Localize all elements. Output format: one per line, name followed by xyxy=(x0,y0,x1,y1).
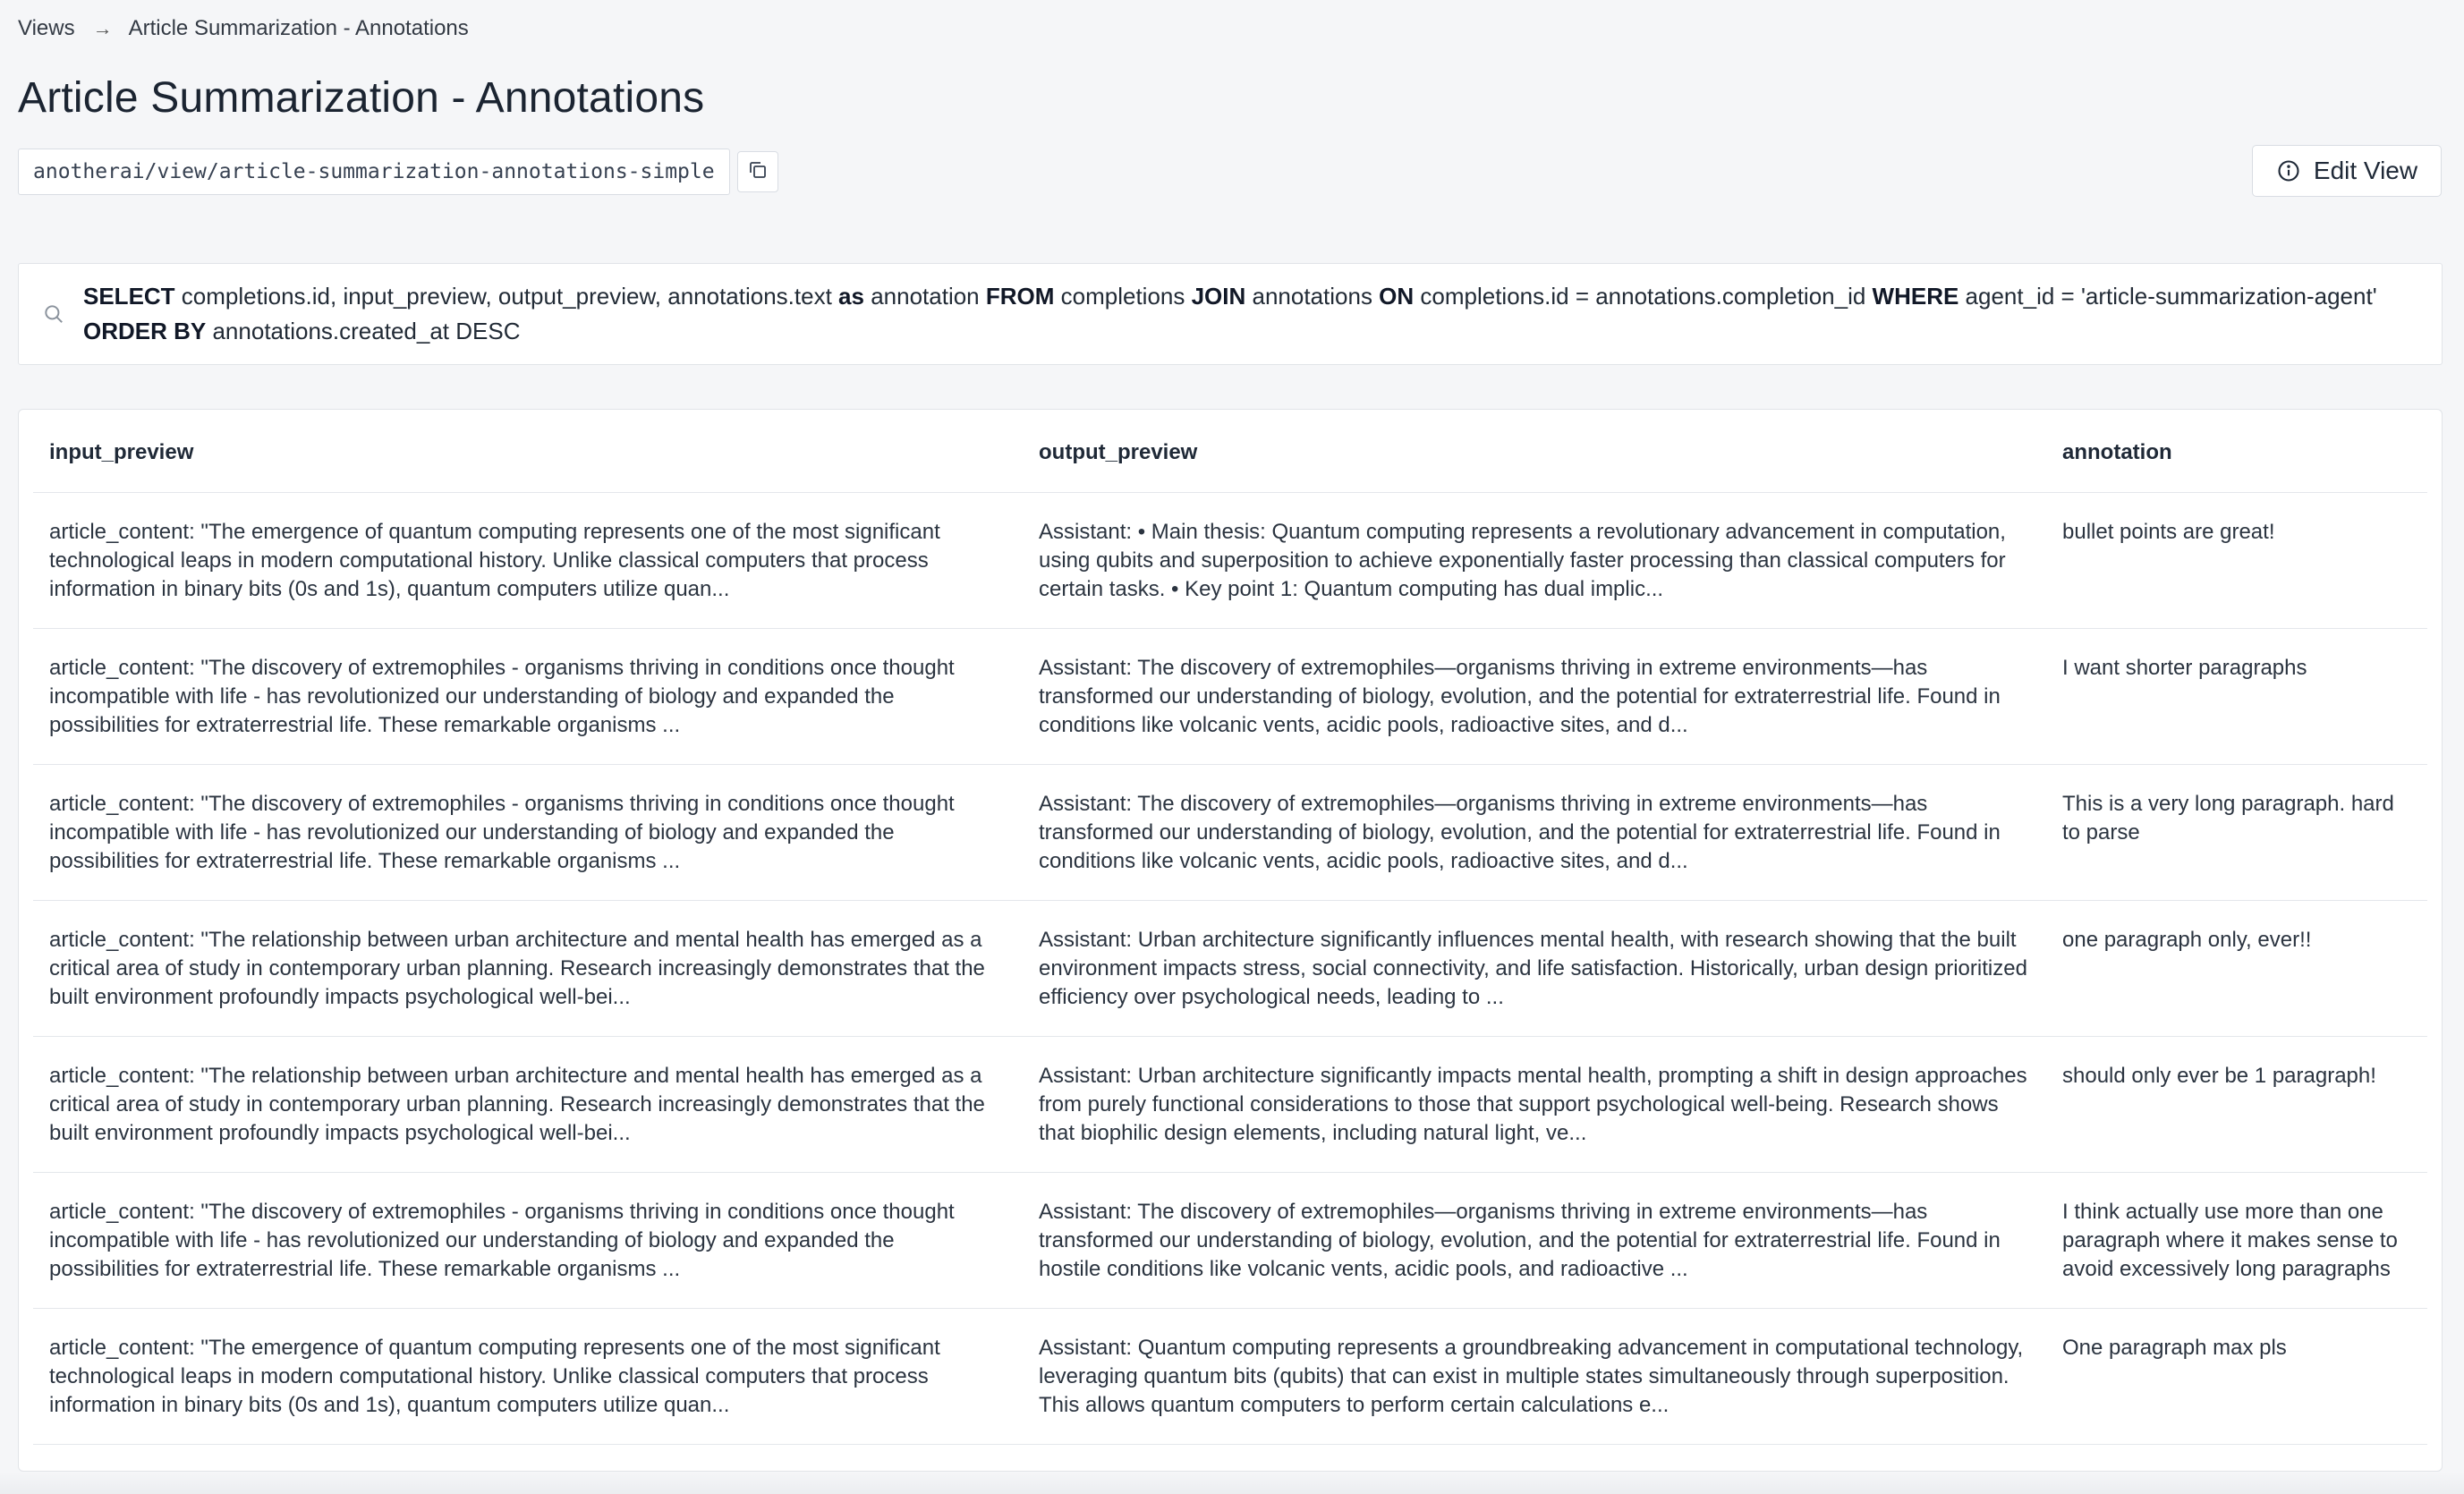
sql-keyword: FROM xyxy=(985,283,1055,310)
results-table-card xyxy=(18,409,2443,1472)
cell-annotation: This is a very long paragraph. hard to parse xyxy=(2046,765,2427,901)
view-url[interactable]: anotherai/view/article-summarization-annotations-simple xyxy=(18,149,730,195)
breadcrumb-current: Article Summarization - Annotations xyxy=(128,16,469,40)
cell-output-preview: Assistant: The discovery of extremophiles—organisms thriving in extreme environments—has transformed our understanding of biology, evolution, and the potential for extraterrestrial life. Found in conditions like volcanic vents, acidic pools, radioactive sites, and d... xyxy=(1023,765,2046,901)
breadcrumb xyxy=(18,16,469,41)
sql-keyword: ON xyxy=(1379,283,1415,310)
cell-input-preview: article_content: "The discovery of extremophiles - organisms thriving in conditions once thought incompatible with life - has revolutionized our understanding of biology and expanded the possibilities for extraterrestrial life. These remarkable organisms ... xyxy=(33,629,1023,765)
cell-output-preview: Assistant: Urban architecture significantly impacts mental health, prompting a shift in design approaches from purely functional considerations to those that support psychological well-being. Research shows that biophilic design elements, including natural light, ve... xyxy=(1023,1037,2046,1173)
cell-annotation: should only ever be 1 paragraph! xyxy=(2046,1037,2427,1173)
cell-output-preview: Assistant: Urban architecture significantly influences mental health, with research showing that the built environment impacts stress, social connectivity, and life satisfaction. Historically, urban design prioritized efficiency over psychological needs, leading to ... xyxy=(1023,901,2046,1037)
info-circle-icon xyxy=(2276,158,2301,183)
column-header-input-preview[interactable]: input_preview xyxy=(33,410,1023,493)
sql-keyword: WHERE xyxy=(1872,283,1959,310)
cell-annotation: One paragraph max pls xyxy=(2046,1309,2427,1445)
sql-fragment: agent_id = 'article-summarization-agent' xyxy=(1958,283,2377,310)
sql-fragment: annotations xyxy=(1245,283,1380,310)
edit-view-button[interactable] xyxy=(2252,145,2442,197)
column-header-annotation[interactable]: annotation xyxy=(2046,410,2427,493)
cell-input-preview: article_content: "The discovery of extremophiles - organisms thriving in conditions once thought incompatible with life - has revolutionized our understanding of biology and expanded the possibilities for extraterrestrial life. These remarkable organisms ... xyxy=(33,765,1023,901)
sql-keyword: JOIN xyxy=(1191,283,1246,310)
cell-input-preview: article_content: "The discovery of extremophiles - organisms thriving in conditions once thought incompatible with life - has revolutionized our understanding of biology and expanded the possibilities for extraterrestrial life. These remarkable organisms ... xyxy=(33,1173,1023,1309)
cell-output-preview: Assistant: The discovery of extremophiles—organisms thriving in extreme environments—has transformed our understanding of biology, evolution, and the potential for extraterrestrial life. Found in conditions like volcanic vents, acidic pools, radioactive sites, and d... xyxy=(1023,629,2046,765)
column-header-output-preview[interactable]: output_preview xyxy=(1023,410,2046,493)
cell-annotation: I want shorter paragraphs xyxy=(2046,629,2427,765)
sql-fragment: completions.id, input_preview, output_preview, annotations.text xyxy=(174,283,839,310)
cell-input-preview: article_content: "The relationship between urban architecture and mental health has emerged as a critical area of study in contemporary urban planning. Research increasingly demonstrates that the built environment profoundly impacts psychological well-bei... xyxy=(33,1037,1023,1173)
cell-annotation: I think actually use more than one paragraph where it makes sense to avoid excessively long paragraphs xyxy=(2046,1173,2427,1309)
table-row[interactable] xyxy=(33,1173,2427,1309)
breadcrumb-root-link[interactable]: Views xyxy=(18,16,75,40)
sql-query-box[interactable] xyxy=(18,263,2443,365)
sql-keyword: SELECT xyxy=(83,283,175,310)
bottom-shadow xyxy=(0,1472,2464,1494)
sql-fragment: annotations.created_at DESC xyxy=(206,318,521,344)
table-row[interactable] xyxy=(33,493,2427,629)
table-row[interactable] xyxy=(33,629,2427,765)
cell-annotation: bullet points are great! xyxy=(2046,493,2427,629)
arrow-right-icon: → xyxy=(92,17,113,39)
cell-output-preview: Assistant: The discovery of extremophiles—organisms thriving in extreme environments—has transformed our understanding of biology, evolution, and the potential for extraterrestrial life. Found in hostile conditions like volcanic vents, acidic pools, and radioactive ... xyxy=(1023,1173,2046,1309)
cell-input-preview: article_content: "The relationship between urban architecture and mental health has emerged as a critical area of study in contemporary urban planning. Research increasingly demonstrates that the built environment profoundly impacts psychological well-bei... xyxy=(33,901,1023,1037)
copy-icon xyxy=(747,159,769,185)
table-row[interactable] xyxy=(33,1309,2427,1445)
page-title: Article Summarization - Annotations xyxy=(18,74,705,122)
search-icon xyxy=(42,302,65,326)
edit-view-label: Edit View xyxy=(2313,157,2418,184)
table-header-row xyxy=(33,410,2427,493)
sql-keyword: as xyxy=(838,283,864,310)
cell-output-preview: Assistant: Quantum computing represents a groundbreaking advancement in computational technology, leveraging quantum bits (qubits) that can exist in multiple states simultaneously through superposition. This allows quantum computers to perform certain calculations e... xyxy=(1023,1309,2046,1445)
table-row[interactable] xyxy=(33,901,2427,1037)
copy-url-button[interactable] xyxy=(737,151,778,192)
table-row[interactable] xyxy=(33,765,2427,901)
sql-fragment: completions xyxy=(1054,283,1192,310)
sql-query-text[interactable] xyxy=(83,279,2420,349)
view-url-row xyxy=(18,149,778,195)
sql-fragment: completions.id = annotations.completion_id xyxy=(1414,283,1873,310)
cell-input-preview: article_content: "The emergence of quantum computing represents one of the most significant technological leaps in modern computational history. Unlike classical computers that process information in binary bits (0s and 1s), quantum computers utilize quan... xyxy=(33,493,1023,629)
results-table xyxy=(33,410,2427,1445)
sql-fragment: annotation xyxy=(863,283,986,310)
cell-input-preview: article_content: "The emergence of quantum computing represents one of the most significant technological leaps in modern computational history. Unlike classical computers that process information in binary bits (0s and 1s), quantum computers utilize quan... xyxy=(33,1309,1023,1445)
cell-annotation: one paragraph only, ever!! xyxy=(2046,901,2427,1037)
table-row[interactable] xyxy=(33,1037,2427,1173)
sql-keyword: ORDER BY xyxy=(83,318,207,344)
cell-output-preview: Assistant: • Main thesis: Quantum computing represents a revolutionary advancement in computation, using qubits and superposition to achieve exponentially faster processing than classical computers for certain tasks. • Key point 1: Quantum computing has dual implic... xyxy=(1023,493,2046,629)
